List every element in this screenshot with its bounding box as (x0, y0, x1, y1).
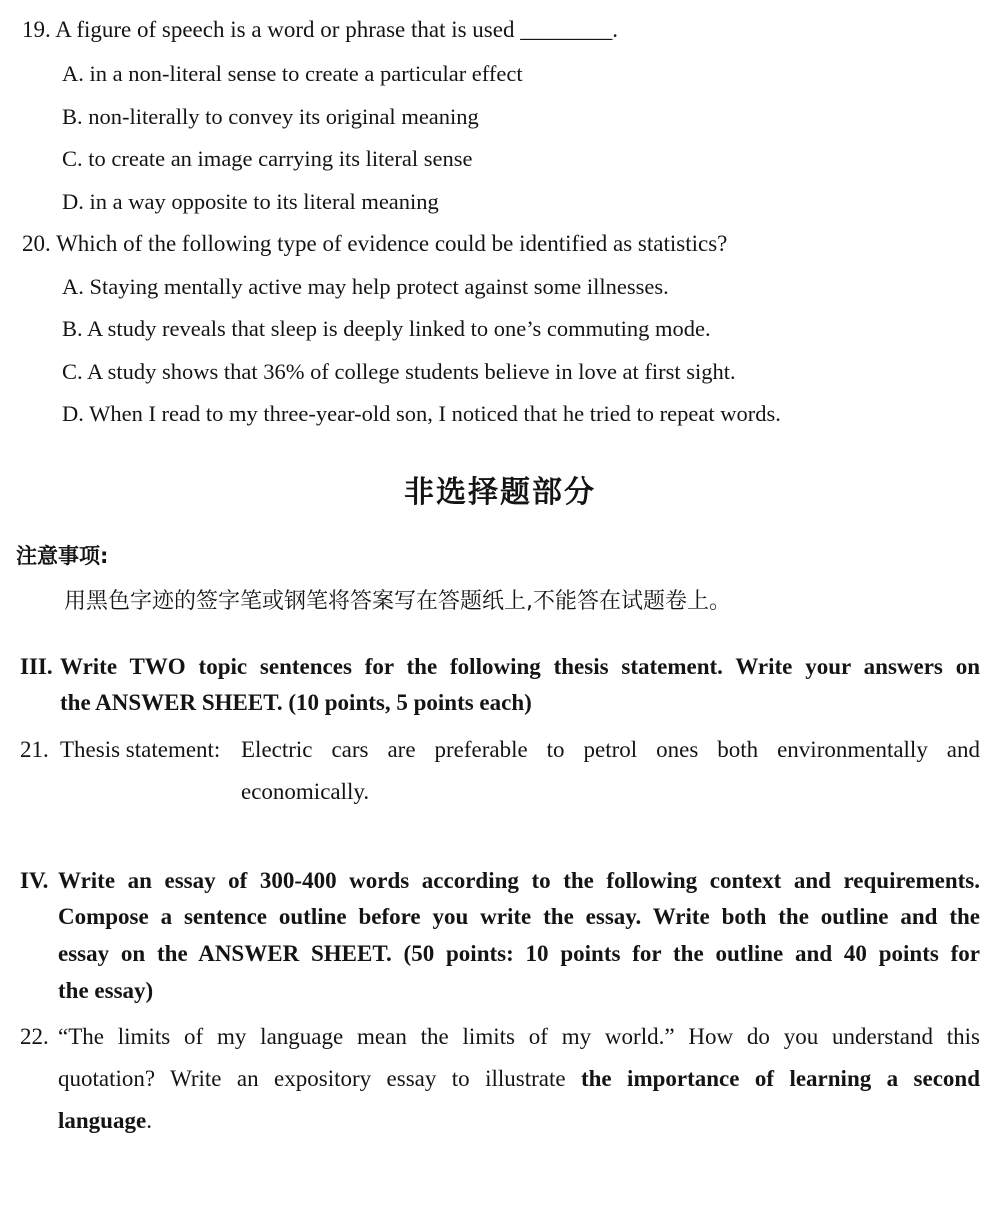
question-20 (22, 231, 727, 257)
thesis-text-line-1: Electric cars are preferable to petrol ones both environmentally and (241, 737, 980, 762)
question-22-line-1: “The limits of my language mean the limits of my world.” How do you understand this (58, 1024, 980, 1049)
question-22-emphasis-end: language (58, 1108, 147, 1133)
section-title: 非选择题部分 (404, 475, 596, 510)
option-19-d: D. in a way opposite to its literal meaning (62, 189, 439, 214)
part-4-instruction-line-3: essay on the ANSWER SHEET. (50 points: 10 points for the outline and 40 points for (58, 941, 980, 966)
option-20-d: D. When I read to my three-year-old son, I noticed that he tried to repeat words. (62, 401, 781, 426)
question-22-emphasis: the importance of learning a second (580, 1066, 981, 1091)
option-19-b: B. non-literally to convey its original meaning (62, 104, 479, 129)
thesis-text-line-2: economically. (241, 779, 370, 804)
question-22-line-2 (58, 1066, 980, 1092)
question-22-number: 22. (20, 1024, 49, 1049)
thesis-label: Thesis statement: (60, 737, 221, 762)
option-20-c: C. A study shows that 36% of college students believe in love at first sight. (62, 359, 736, 384)
part-4-instruction-line-4: the essay) (58, 978, 154, 1003)
part-4-numeral: IV. (20, 868, 49, 893)
option-20-a: A. Staying mentally active may help protect against some illnesses. (62, 274, 669, 299)
notice-label: 注意事项: (16, 544, 109, 568)
question-stem: Which of the following type of evidence could be identified as statistics? (56, 231, 728, 256)
question-number: 20. (22, 231, 51, 256)
part-4-instruction-line-1: Write an essay of 300-400 words according to the following context and requirements. (58, 868, 980, 893)
notice-text: 用黑色字迹的签字笔或钢笔将答案写在答题纸上,不能答在试题卷上。 (64, 589, 731, 614)
question-22-line-2-plain: quotation? Write an expository essay to illustrate (58, 1066, 581, 1091)
option-20-b: B. A study reveals that sleep is deeply linked to one’s commuting mode. (62, 316, 711, 341)
question-22-period: . (146, 1108, 152, 1133)
question-19 (22, 17, 618, 43)
question-stem: A figure of speech is a word or phrase that is used ________. (55, 17, 618, 42)
question-number: 19. (22, 17, 51, 42)
question-22-line-3 (58, 1108, 152, 1134)
part-3-numeral: III. (20, 654, 53, 679)
part-4-instruction-line-2: Compose a sentence outline before you write the essay. Write both the outline and the (58, 904, 980, 929)
question-21-number: 21. (20, 737, 49, 762)
option-19-c: C. to create an image carrying its literal sense (62, 146, 473, 171)
option-19-a: A. in a non-literal sense to create a particular effect (62, 61, 523, 86)
part-3-instruction-line-1: Write TWO topic sentences for the following thesis statement. Write your answers on (60, 654, 980, 679)
part-3-instruction-line-2: the ANSWER SHEET. (10 points, 5 points each) (60, 690, 532, 715)
